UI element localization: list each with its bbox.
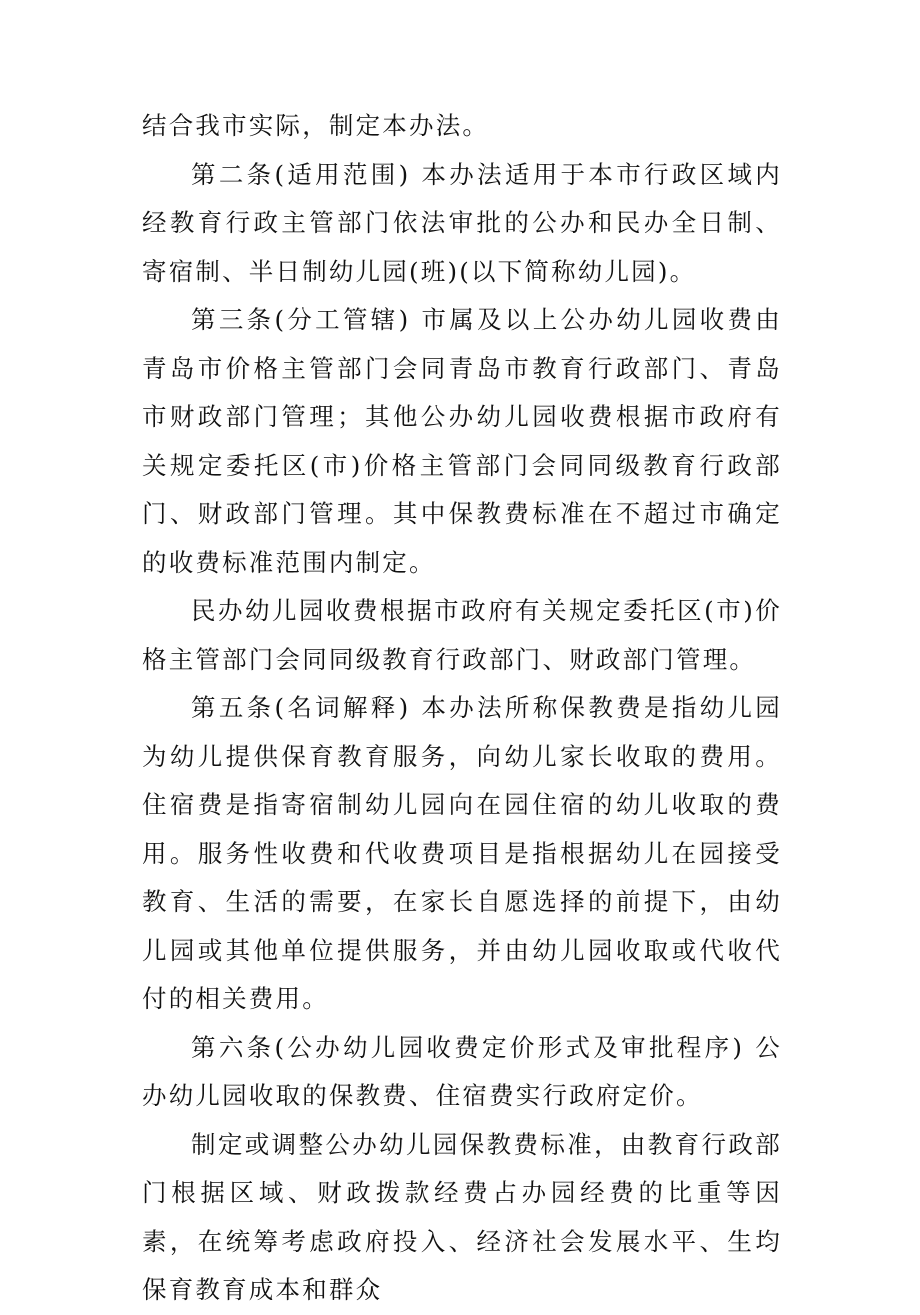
paragraph-article-6: 第六条(公办幼儿园收费定价形式及审批程序) 公办幼儿园收取的保教费、住宿费实行政府定价。 <box>142 1032 782 1110</box>
paragraph-fee-adjustment: 制定或调整公办幼儿园保教费标准，由教育行政部门根据区域、财政拨款经费占办园经费的比重等因素，在统筹考虑政府投入、经济社会发展水平、生均保育教育成本和群众 <box>142 1129 782 1304</box>
paragraph-article-2: 第二条(适用范围) 本办法适用于本市行政区域内经教育行政主管部门依法审批的公办和民办全日制、寄宿制、半日制幼儿园(班)(以下简称幼儿园)。 <box>142 159 782 286</box>
paragraph-continuation: 结合我市实际，制定本办法。 <box>142 111 490 140</box>
document-body <box>142 102 782 1315</box>
paragraph-article-5: 第五条(名词解释) 本办法所称保教费是指幼儿园为幼儿提供保育教育服务，向幼儿家长收取的费用。住宿费是指寄宿制幼儿园向在园住宿的幼儿收取的费用。服务性收费和代收费项目是指根据幼儿在园接受教育、生活的需要，在家长自愿选择的前提下，由幼儿园或其他单位提供服务，并由幼儿园收取或代收代付的相关费用。 <box>142 693 782 1013</box>
paragraph-article-3: 第三条(分工管辖) 市属及以上公办幼儿园收费由青岛市价格主管部门会同青岛市教育行政部门、青岛市财政部门管理；其他公办幼儿园收费根据市政府有关规定委托区(市)价格主管部门会同同级教育行政部门、财政部门管理。其中保教费标准在不超过市确定的收费标准范围内制定。 <box>142 305 782 577</box>
paragraph-private-kindergarten: 民办幼儿园收费根据市政府有关规定委托区(市)价格主管部门会同同级教育行政部门、财政部门管理。 <box>142 596 782 674</box>
